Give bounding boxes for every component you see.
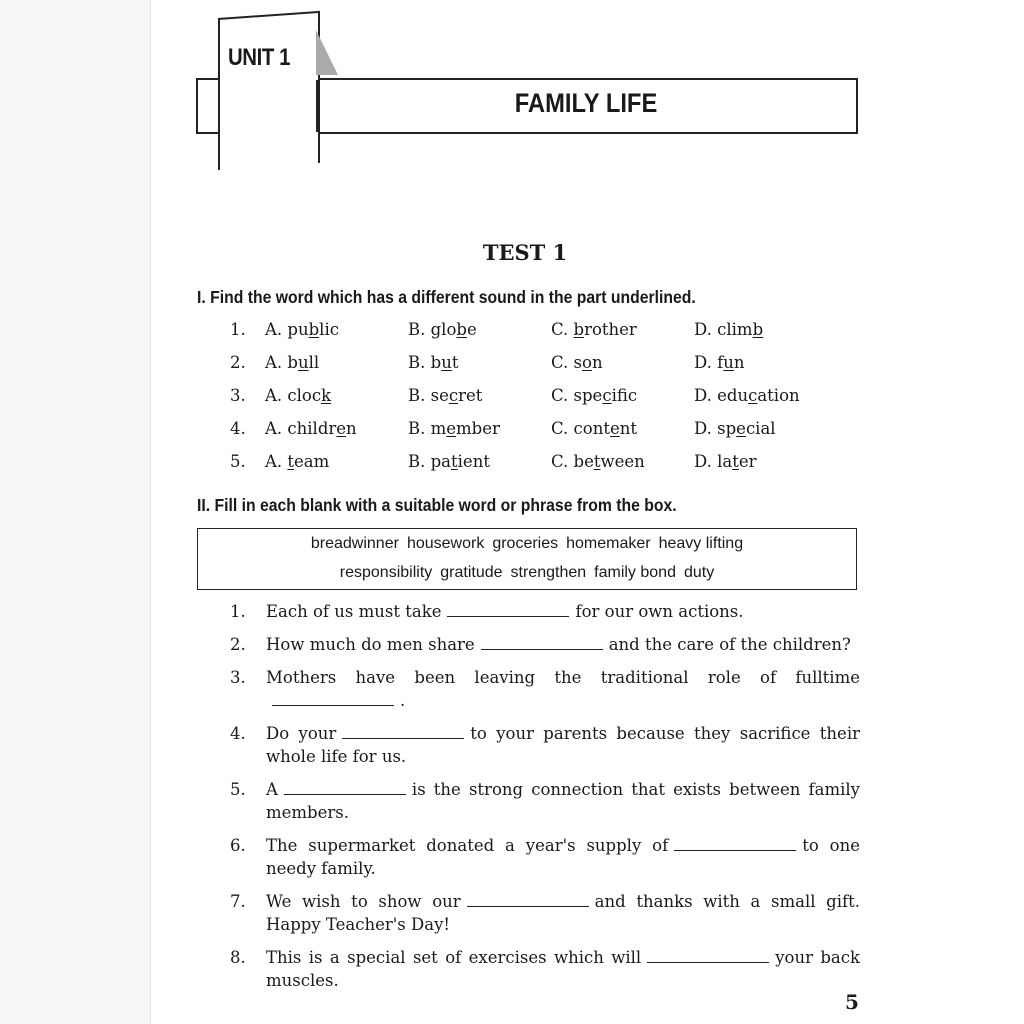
answer-option [265, 320, 339, 339]
answer-blank[interactable] [272, 691, 394, 706]
question-number: 2. [230, 353, 246, 372]
option-text: C. s [551, 353, 582, 372]
word-box-line-1 [198, 529, 856, 558]
question-number: 2. [230, 635, 246, 654]
option-text: lic [319, 320, 339, 339]
box-word: groceries [492, 535, 559, 552]
fill-question [230, 946, 860, 992]
answer-option [694, 419, 776, 438]
option-text: t [451, 353, 459, 372]
question-text: for our own actions. [575, 602, 744, 621]
option-text: D. la [694, 452, 733, 471]
answer-option [265, 419, 357, 438]
option-text: C. cont [551, 419, 610, 438]
question-text: Mothers have been leaving the traditional role of fulltime [266, 668, 860, 687]
option-text: ific [611, 386, 638, 405]
box-word: homemaker [566, 535, 651, 552]
underlined-part: e [446, 419, 457, 438]
underlined-part: t [732, 452, 739, 471]
underlined-part: k [321, 386, 332, 405]
section1-heading: I. Find the word which has a different sound in the part underlined. [197, 287, 696, 307]
question-text: Do your [266, 724, 337, 743]
option-text: n [346, 419, 357, 438]
underlined-part: t [593, 452, 601, 471]
question-number: 4. [230, 419, 246, 438]
underlined-part: b [752, 320, 764, 339]
underlined-part: c [448, 386, 459, 405]
answer-option [408, 452, 490, 471]
question-text: to one needy family. [266, 836, 860, 878]
answer-option [265, 452, 329, 471]
option-text: B. b [408, 353, 442, 372]
answer-option [265, 386, 331, 405]
answer-option [408, 419, 500, 438]
fill-question [230, 666, 860, 712]
question-number: 5. [230, 452, 246, 471]
answer-blank[interactable] [284, 780, 406, 795]
option-text: ation [757, 386, 800, 405]
box-word: heavy lifting [658, 535, 744, 552]
box-word: breadwinner [310, 535, 399, 552]
answer-option [694, 452, 757, 471]
answer-option [694, 353, 745, 372]
underlined-part: e [336, 419, 347, 438]
underlined-part: b [573, 320, 585, 339]
question-number: 8. [230, 948, 246, 967]
answer-option [694, 320, 763, 339]
box-word: responsibility [339, 564, 433, 581]
option-text: D. edu [694, 386, 749, 405]
option-text: C. [551, 320, 574, 339]
underlined-part: o [582, 353, 592, 372]
option-text: er [738, 452, 757, 471]
option-text: D. clim [694, 320, 753, 339]
underlined-part: u [441, 353, 452, 372]
box-word: gratitude [440, 564, 503, 581]
word-box-line-2 [198, 558, 856, 587]
question-text: and the care of the children? [608, 635, 851, 654]
underlined-part: e [609, 419, 620, 438]
answer-blank[interactable] [467, 892, 589, 907]
unit-tab-shadow [316, 30, 338, 75]
question-number: 3. [230, 668, 246, 687]
box-word: housework [406, 535, 485, 552]
box-word: duty [683, 564, 715, 581]
option-text: A. [265, 452, 288, 471]
unit-label: UNIT 1 [228, 44, 291, 71]
underlined-part: b [308, 320, 320, 339]
fill-question [230, 600, 860, 623]
option-text: n [733, 353, 745, 372]
underlined-part: c [748, 386, 758, 405]
option-text: A. cloc [265, 386, 322, 405]
question-text: is the strong connection that exists between family members. [266, 780, 860, 822]
option-text: D. f [694, 353, 724, 372]
band-divider [316, 80, 318, 132]
box-word: family bond [594, 564, 676, 581]
answer-blank[interactable] [647, 948, 769, 963]
option-text: eam [294, 452, 330, 471]
question-text: and thanks with a small gift. Happy Teacher's Day! [266, 892, 860, 934]
question-number: 6. [230, 836, 246, 855]
section2-questions [230, 600, 860, 1002]
question-text: your back muscles. [266, 948, 861, 990]
fill-question [230, 633, 860, 656]
answer-option [551, 320, 637, 339]
question-text: A [266, 780, 278, 799]
question-text: to your parents because they sacrifice their whole life for us. [266, 724, 860, 766]
question-number: 1. [230, 320, 246, 339]
question-number: 4. [230, 724, 246, 743]
unit-title: FAMILY LIFE [514, 88, 658, 118]
question-number: 7. [230, 892, 246, 911]
option-text: rother [584, 320, 637, 339]
answer-blank[interactable] [481, 635, 603, 650]
option-text: B. pa [408, 452, 452, 471]
answer-blank[interactable] [342, 724, 464, 739]
option-text: C. be [551, 452, 594, 471]
option-text: ient [457, 452, 490, 471]
underlined-part: t [451, 452, 458, 471]
underlined-part: e [736, 419, 746, 438]
option-text: e [466, 320, 477, 339]
answer-option [408, 353, 458, 372]
option-text: ween [600, 452, 645, 471]
underlined-part: u [297, 353, 309, 372]
question-text: How much do men share [266, 635, 475, 654]
test-title: TEST 1 [482, 240, 568, 265]
question-number: 5. [230, 780, 246, 799]
underlined-part: c [602, 386, 612, 405]
question-text: Each of us must take [266, 602, 442, 621]
page-edge [0, 0, 151, 1024]
option-text: A. b [265, 353, 298, 372]
option-text: mber [456, 419, 500, 438]
answer-option [551, 353, 603, 372]
answer-option [551, 452, 645, 471]
question-number: 3. [230, 386, 246, 405]
fill-question [230, 778, 860, 824]
answer-option [265, 353, 319, 372]
option-text: B. se [408, 386, 449, 405]
page-number: 5 [845, 990, 859, 1014]
option-text: C. spe [551, 386, 603, 405]
question-text: We wish to show our [266, 892, 461, 911]
question-text: . [400, 691, 406, 710]
answer-blank[interactable] [674, 836, 796, 851]
answer-blank[interactable] [447, 602, 569, 617]
unit-tab [218, 11, 320, 170]
fill-question [230, 834, 860, 880]
question-number: 1. [230, 602, 246, 621]
answer-option [551, 419, 637, 438]
fill-question [230, 722, 860, 768]
answer-option [694, 386, 800, 405]
question-text: The supermarket donated a year's supply of [266, 836, 669, 855]
option-text: ll [308, 353, 320, 372]
answer-option [408, 386, 482, 405]
answer-option [408, 320, 477, 339]
option-text: ret [458, 386, 483, 405]
underlined-part: t [287, 452, 295, 471]
fill-question [230, 890, 860, 936]
box-word: strengthen [510, 564, 587, 581]
question-text: This is a special set of exercises which will [266, 948, 642, 967]
option-text: A. childr [265, 419, 337, 438]
option-text: n [591, 353, 603, 372]
underlined-part: b [456, 320, 467, 339]
option-text: A. pu [265, 320, 309, 339]
option-text: D. sp [694, 419, 737, 438]
underlined-part: u [723, 353, 734, 372]
word-box [197, 528, 857, 590]
option-text: cial [745, 419, 776, 438]
option-text: nt [619, 419, 637, 438]
option-text: B. m [408, 419, 447, 438]
answer-option [551, 386, 637, 405]
section2-heading: II. Fill in each blank with a suitable word or phrase from the box. [197, 495, 677, 515]
option-text: B. glo [408, 320, 457, 339]
